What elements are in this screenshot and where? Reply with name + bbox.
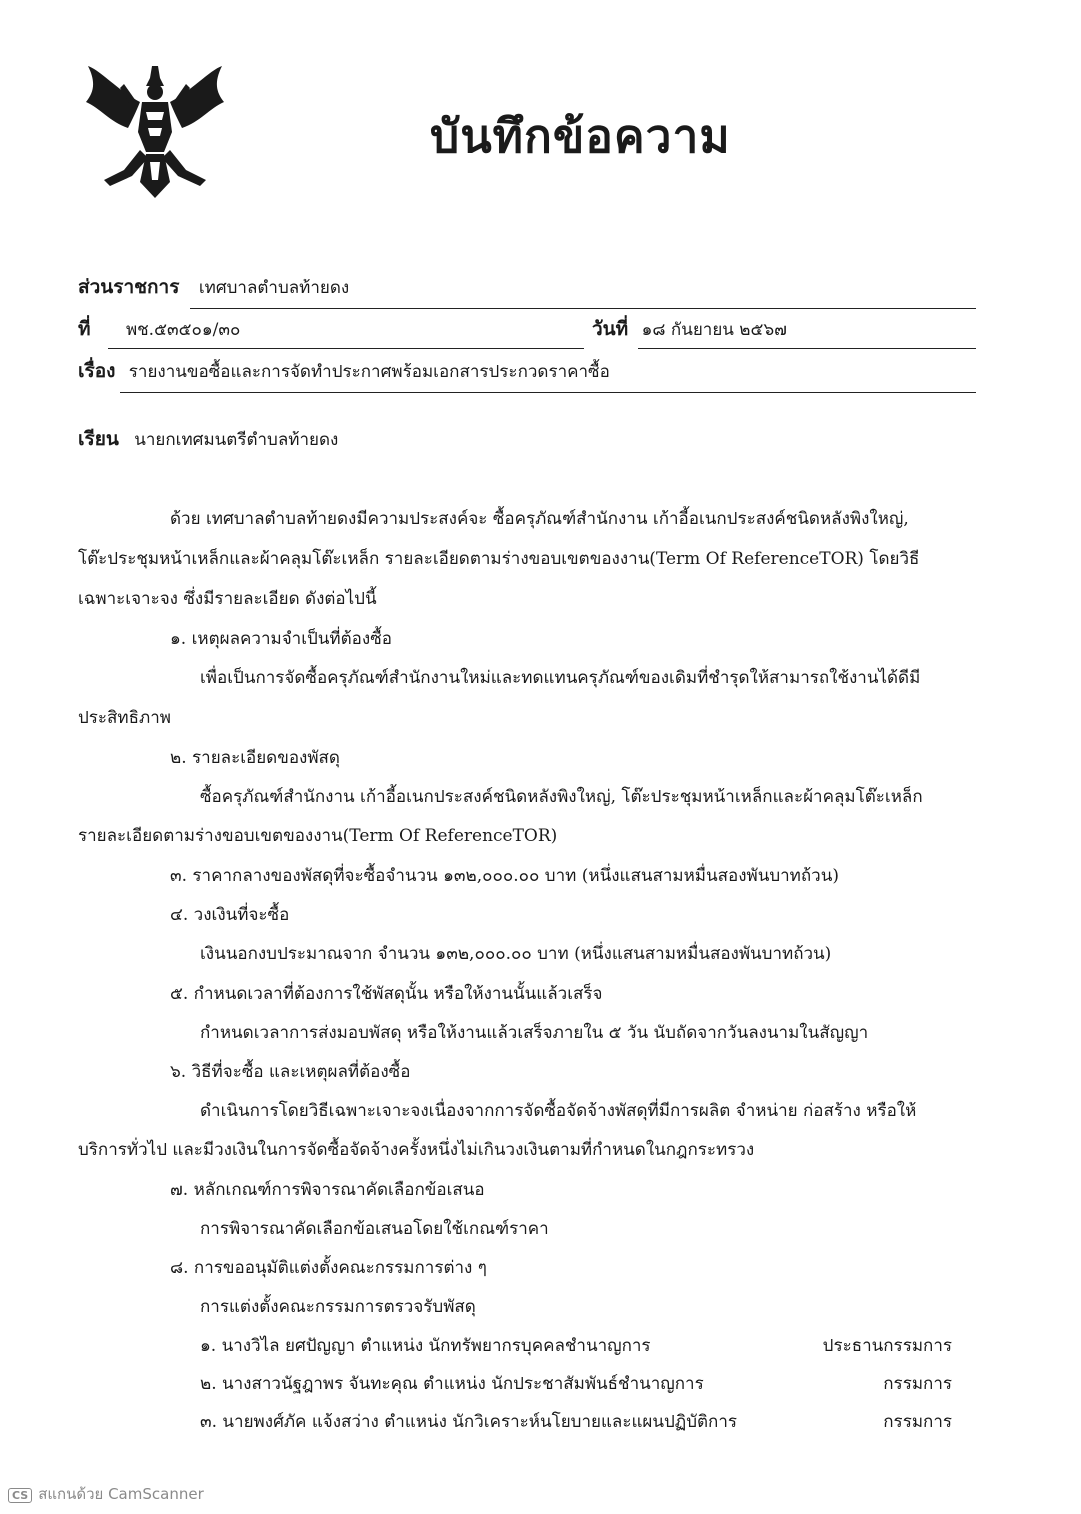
subject-row — [78, 356, 610, 386]
memo-title: บันทึกข้อความ — [430, 109, 731, 163]
section-8-text: การแต่งตั้งคณะกรรมการตรวจรับพัสดุ — [200, 1297, 476, 1317]
section-5-text: กำหนดเวลาการส่งมอบพัสดุ หรือให้งานแล้วเสร็จภายใน ๕ วัน นับถัดจากวันลงนามในสัญญา — [200, 1023, 869, 1043]
intro-line-1: ด้วย เทศบาลตำบลท้ายดงมีความประสงค์จะ ซื้อครุภัณฑ์สำนักงาน เก้าอี้อเนกประสงค์ชนิดหลังพิงใหญ่, — [170, 509, 909, 529]
section-6-text-1: ดำเนินการโดยวิธีเฉพาะเจาะจงเนื่องจากการจัดซื้อจัดจ้างพัสดุที่มีการผลิต จำหน่าย ก่อสร้าง หรือให้ — [200, 1101, 917, 1121]
garuda-emblem-icon — [80, 62, 230, 202]
subject-value: รายงานขอซื้อและการจัดทำประกาศพร้อมเอกสารประกวดราคาซื้อ — [128, 362, 610, 382]
committee-role-2: กรรมการ — [883, 1374, 952, 1394]
camscanner-watermark — [8, 1482, 204, 1506]
reference-underline — [108, 348, 584, 349]
committee-member-2: ๒. นางสาวนัฐฎาพร จันทะคุณ ตำแหน่ง นักประชาสัมพันธ์ชำนาญการ — [200, 1374, 704, 1394]
section-5-heading: ๕. กำหนดเวลาที่ต้องการใช้พัสดุนั้น หรือให้งานนั้นแล้วเสร็จ — [170, 984, 603, 1004]
salutation-row — [78, 424, 338, 454]
agency-value: เทศบาลตำบลท้ายดง — [198, 278, 350, 298]
committee-member-3: ๓. นายพงศ์ภัค แจ้งสว่าง ตำแหน่ง นักวิเคราะห์นโยบายและแผนปฏิบัติการ — [200, 1412, 738, 1432]
section-1-heading: ๑. เหตุผลความจำเป็นที่ต้องซื้อ — [170, 629, 392, 649]
section-3-heading: ๓. ราคากลางของพัสดุที่จะซื้อจำนวน ๑๓๒,๐๐๐.๐๐ บาท (หนึ่งแสนสามหมื่นสองพันบาทถ้วน) — [170, 866, 839, 886]
section-1-text-1: เพื่อเป็นการจัดซื้อครุภัณฑ์สำนักงานใหม่และทดแทนครุภัณฑ์ของเดิมที่ชำรุดให้สามารถใช้งานได้ดีมี — [200, 668, 921, 688]
salutation-value: นายกเทศมนตรีตำบลท้ายดง — [134, 430, 339, 450]
section-6-heading: ๖. วิธีที่จะซื้อ และเหตุผลที่ต้องซื้อ — [170, 1062, 411, 1082]
section-2-heading: ๒. รายละเอียดของพัสดุ — [170, 748, 340, 768]
date-row — [592, 314, 787, 344]
date-value: ๑๘ กันยายน ๒๕๖๗ — [641, 320, 787, 340]
intro-line-3: เฉพาะเจาะจง ซึ่งมีรายละเอียด ดังต่อไปนี้ — [78, 589, 377, 609]
section-7-text: การพิจารณาคัดเลือกข้อเสนอโดยใช้เกณฑ์ราคา — [200, 1219, 549, 1239]
section-8-heading: ๘. การขออนุมัติแต่งตั้งคณะกรรมการต่าง ๆ — [170, 1258, 487, 1278]
section-7-heading: ๗. หลักเกณฑ์การพิจารณาคัดเลือกข้อเสนอ — [170, 1180, 485, 1200]
subject-underline — [120, 392, 976, 393]
subject-label: เรื่อง — [78, 360, 116, 382]
intro-line-2: โต๊ะประชุมหน้าเหล็กและผ้าคลุมโต๊ะเหล็ก รายละเอียดตามร่างขอบเขตของงาน(Term Of ReferenceTOR) โดยวิธี — [78, 549, 920, 569]
committee-member-1: ๑. นางวิไล ยศปัญญา ตำแหน่ง นักทรัพยากรบุคคลชำนาญการ — [200, 1336, 651, 1356]
agency-label: ส่วนราชการ — [78, 276, 180, 298]
date-label: วันที่ — [592, 318, 629, 340]
camscanner-logo-icon: CS — [8, 1488, 32, 1503]
reference-row — [78, 314, 240, 344]
reference-label: ที่ — [78, 318, 91, 340]
committee-role-1: ประธานกรรมการ — [822, 1336, 952, 1356]
section-1-text-2: ประสิทธิภาพ — [78, 708, 171, 728]
section-2-text-2: รายละเอียดตามร่างขอบเขตของงาน(Term Of ReferenceTOR) — [78, 826, 558, 846]
section-6-text-2: บริการทั่วไป และมีวงเงินในการจัดซื้อจัดจ้างครั้งหนึ่งไม่เกินวงเงินตามที่กำหนดในกฎกระทรวง — [78, 1140, 755, 1160]
committee-role-3: กรรมการ — [883, 1412, 952, 1432]
section-4-text: เงินนอกงบประมาณจาก จำนวน ๑๓๒,๐๐๐.๐๐ บาท (หนึ่งแสนสามหมื่นสองพันบาทถ้วน) — [200, 944, 832, 964]
agency-underline — [190, 308, 976, 309]
date-underline — [638, 348, 976, 349]
section-2-text-1: ซื้อครุภัณฑ์สำนักงาน เก้าอี้อเนกประสงค์ชนิดหลังพิงใหญ่, โต๊ะประชุมหน้าเหล็กและผ้าคลุมโต๊ะเหล็ก — [200, 787, 923, 807]
agency-row — [78, 272, 349, 302]
section-4-heading: ๔. วงเงินที่จะซื้อ — [170, 905, 290, 925]
salutation-label: เรียน — [78, 428, 119, 450]
camscanner-text: สแกนด้วย CamScanner — [38, 1485, 204, 1503]
reference-value: พช.๕๓๕๐๑/๓๐ — [125, 320, 241, 340]
